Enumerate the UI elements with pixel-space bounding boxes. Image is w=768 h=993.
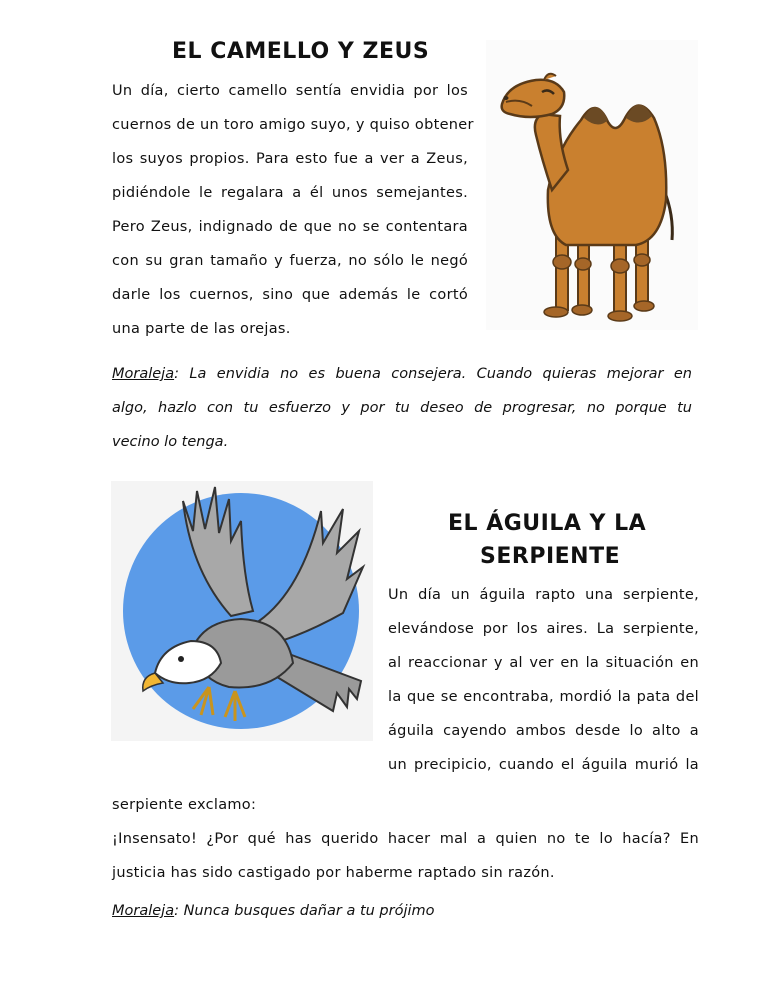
text-line: serpiente exclamo: — [112, 797, 257, 813]
story-title-aguila-line1: EL ÁGUILA Y LA — [448, 511, 647, 536]
text-line: pidiéndole le regalara a él unos semejantes. — [112, 185, 468, 201]
moral-line: vecino lo tenga. — [112, 434, 229, 450]
text-line: darle los cuernos, sino que además le cortó — [112, 287, 468, 303]
story-title-aguila-line2: SERPIENTE — [480, 544, 621, 569]
text-line: cuernos de un toro amigo suyo, y quiso obtener — [112, 117, 474, 133]
moral-line — [112, 357, 692, 391]
story-title-camello: EL CAMELLO Y ZEUS — [172, 39, 430, 64]
moral-label: Moraleja — [112, 903, 175, 919]
text-line: Pero Zeus, indignado de que no se contentara — [112, 219, 468, 235]
story-body-camello — [112, 74, 474, 346]
moral-aguila — [112, 894, 699, 928]
text-line: al reaccionar y al ver en la situación en — [388, 655, 699, 671]
text-line: un precipicio, cuando el águila murió la — [388, 757, 699, 773]
text-line: con su gran tamaño y fuerza, no sólo le negó — [112, 253, 468, 269]
text-line: los suyos propios. Para esto fue a ver a Zeus, — [112, 151, 468, 167]
text-line: justicia has sido castigado por haberme raptado sin razón. — [112, 865, 555, 881]
eagle-icon — [111, 481, 373, 741]
camel-icon — [486, 40, 698, 330]
story-body-aguila — [388, 578, 699, 782]
text-line: águila cayendo ambos desde lo alto a — [388, 723, 699, 739]
text-line: Un día un águila rapto una serpiente, — [388, 587, 699, 603]
text-line: una parte de las orejas. — [112, 321, 291, 337]
moral-line: algo, hazlo con tu esfuerzo y por tu deseo de progresar, no porque tu — [112, 400, 692, 416]
moral-label: Moraleja — [112, 366, 175, 382]
text-line: Un día, cierto camello sentía envidia por los — [112, 83, 468, 99]
moral-text: : La envidia no es buena consejera. Cuando quieras mejorar en — [174, 366, 692, 382]
moral-camello — [112, 357, 692, 459]
text-line: ¡Insensato! ¿Por qué has querido hacer mal a quien no te lo hacía? En — [112, 831, 699, 847]
story-body-aguila-full — [112, 788, 699, 890]
text-line: la que se encontraba, mordió la pata del — [388, 689, 699, 705]
text-line: elevándose por los aires. La serpiente, — [388, 621, 699, 637]
moral-text: : Nunca busques dañar a tu prójimo — [174, 903, 435, 919]
